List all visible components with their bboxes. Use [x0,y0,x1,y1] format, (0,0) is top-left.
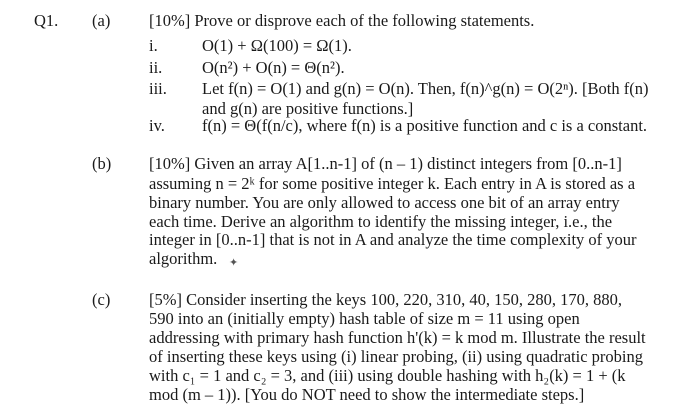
part-b-line: algorithm. [149,249,218,268]
item-iv-number: iv. [149,116,165,135]
part-c-line: with c₁ = 1 and c₂ = 3, and (iii) using double hashing with h₂(k) = 1 + (k [149,366,626,385]
item-ii-text: O(n²) + O(n) = Θ(n²). [202,58,345,77]
item-iii-number: iii. [149,79,167,98]
mouse-cursor-icon: ✦ [229,257,239,269]
part-a-intro: [10%] Prove or disprove each of the following statements. [149,11,535,30]
item-ii-number: ii. [149,58,163,77]
part-b-line: integer in [0..n-1] that is not in A and analyze the time complexity of your [149,230,637,249]
part-a-label: (a) [92,11,111,30]
item-iv-text: f(n) = Θ(f(n/c), where f(n) is a positive function and c is a constant. [202,116,648,135]
item-i-number: i. [149,36,158,55]
part-c-line: 590 into an (initially empty) hash table of size m = 11 using open [149,309,580,328]
part-b-line: binary number. You are only allowed to access one bit of an array entry [149,193,620,212]
part-c-line: addressing with primary hash function h'(k) = k mod m. Illustrate the result [149,328,646,347]
part-b-line: [10%] Given an array A[1..n-1] of (n – 1) distinct integers from [0..n-1] [149,154,622,173]
item-iii-text-continued: and g(n) are positive functions.] [202,99,414,118]
part-b-line: assuming n = 2ᵏ for some positive integer k. Each entry in A is stored as a [149,174,636,193]
part-c-label: (c) [92,290,111,309]
question-number: Q1. [34,11,59,30]
part-c-line: mod (m – 1)). [You do NOT need to show the intermediate steps.] [149,385,585,404]
part-c-line: of inserting these keys using (i) linear probing, (ii) using quadratic probing [149,347,643,366]
part-b-label: (b) [92,154,112,173]
item-i-text: O(1) + Ω(100) = Ω(1). [202,36,352,55]
item-iii-text: Let f(n) = O(1) and g(n) = O(n). Then, f(n)^g(n) = O(2ⁿ). [Both f(n) [202,79,649,98]
part-c-line: [5%] Consider inserting the keys 100, 220, 310, 40, 150, 280, 170, 880, [149,290,622,309]
part-b-line: each time. Derive an algorithm to identify the missing integer, i.e., the [149,212,613,231]
